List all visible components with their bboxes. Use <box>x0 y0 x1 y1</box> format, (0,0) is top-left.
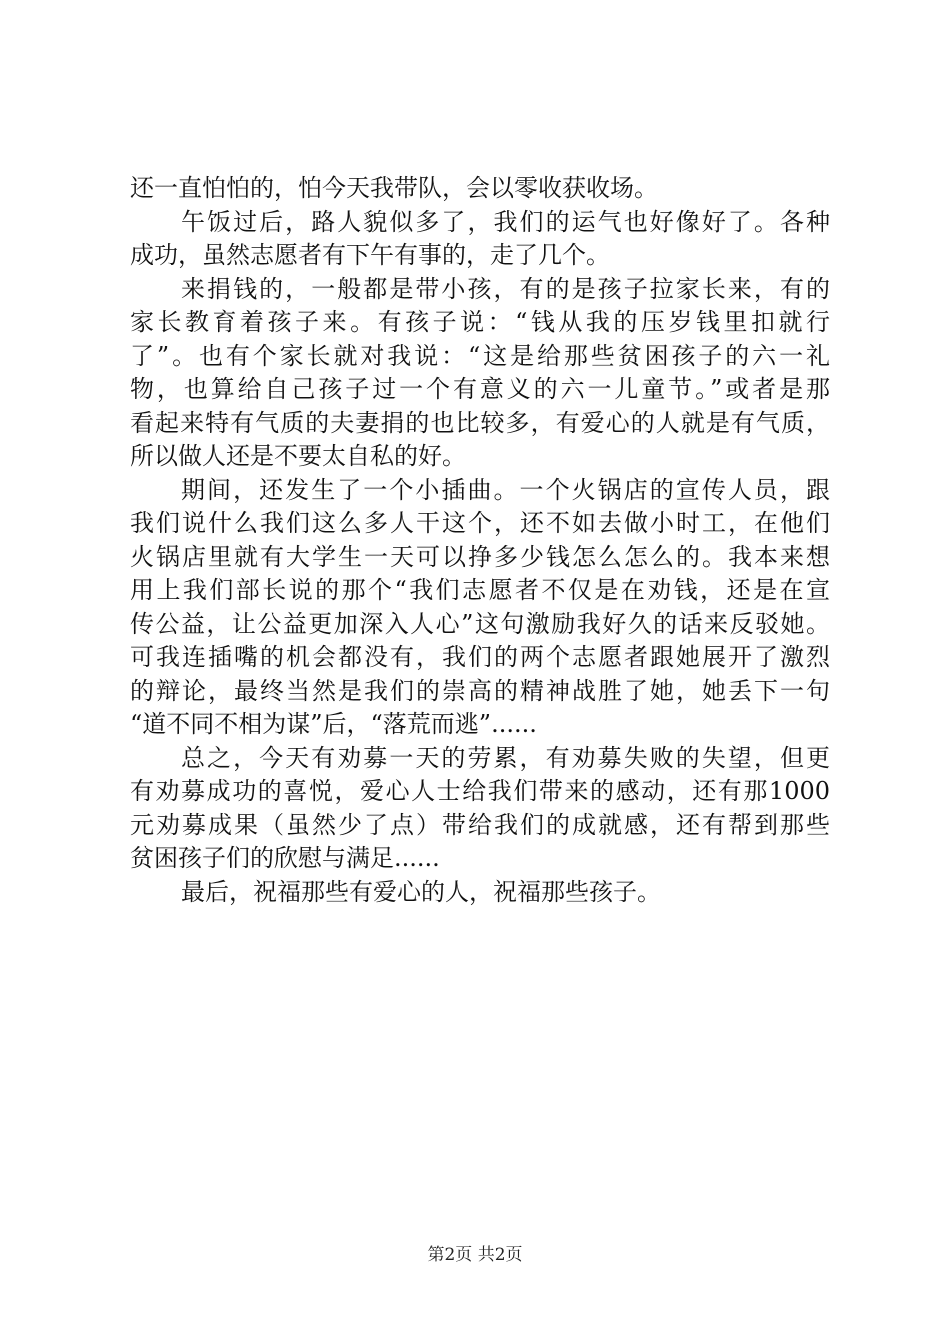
paragraph-line: 物，也算给自己孩子过一个有意义的六一儿童节。”或者是那 <box>130 375 830 403</box>
paragraph-line: 成功，虽然志愿者有下午有事的，走了几个。 <box>130 241 610 269</box>
paragraph-line: 来捐钱的，一般都是带小孩，有的是孩子拉家长来，有的 <box>181 274 830 303</box>
paragraph-line: 家长教育着孩子来。有孩子说：“钱从我的压岁钱里扣就行 <box>130 308 830 336</box>
paragraph-line: 看起来特有气质的夫妻捐的也比较多，有爱心的人就是有气质， <box>130 408 830 437</box>
paragraph-line: 贫困孩子们的欣慰与满足...... <box>130 844 440 872</box>
paragraph-line: 还一直怕怕的，怕今天我带队，会以零收获收场。 <box>130 174 658 202</box>
paragraph-line: 元劝募成果（虽然少了点）带给我们的成就感，还有帮到那些 <box>130 810 830 839</box>
paragraph-line: 了”。也有个家长就对我说：“这是给那些贫困孩子的六一礼 <box>130 341 830 370</box>
paragraph-line: “道不同不相为谋”后，“落荒而逃”...... <box>130 710 537 738</box>
paragraph-line: 最后，祝福那些有爱心的人，祝福那些孩子。 <box>181 877 661 906</box>
paragraph-line: 期间，还发生了一个小插曲。一个火锅店的宣传人员，跟 <box>181 475 830 504</box>
paragraph-line: 午饭过后，路人貌似多了，我们的运气也好像好了。各种 <box>181 207 830 236</box>
paragraph-line: 总之，今天有劝募一天的劳累，有劝募失败的失望，但更 <box>181 743 830 772</box>
page-footer: 第2页 共2页 <box>427 1245 523 1265</box>
paragraph-line: 用上我们部长说的那个“我们志愿者不仅是在劝钱，还是在宣 <box>130 576 830 604</box>
paragraph-line: 所以做人还是不要太自私的好。 <box>130 442 466 470</box>
paragraph-line: 我们说什么我们这么多人干这个，还不如去做小时工，在他们 <box>130 509 830 537</box>
paragraph-line: 可我连插嘴的机会都没有，我们的两个志愿者跟她展开了激烈 <box>130 643 830 671</box>
paragraph-line: 有劝募成功的喜悦，爱心人士给我们带来的感动，还有那1000 <box>130 777 830 805</box>
paragraph-line: 传公益，让公益更加深入人心”这句激励我好久的话来反驳她。 <box>130 609 830 638</box>
body-text <box>130 172 830 909</box>
paragraph-line: 火锅店里就有大学生一天可以挣多少钱怎么怎么的。我本来想 <box>130 542 830 571</box>
paragraph-line: 的辩论，最终当然是我们的崇高的精神战胜了她，她丢下一句 <box>130 676 830 705</box>
